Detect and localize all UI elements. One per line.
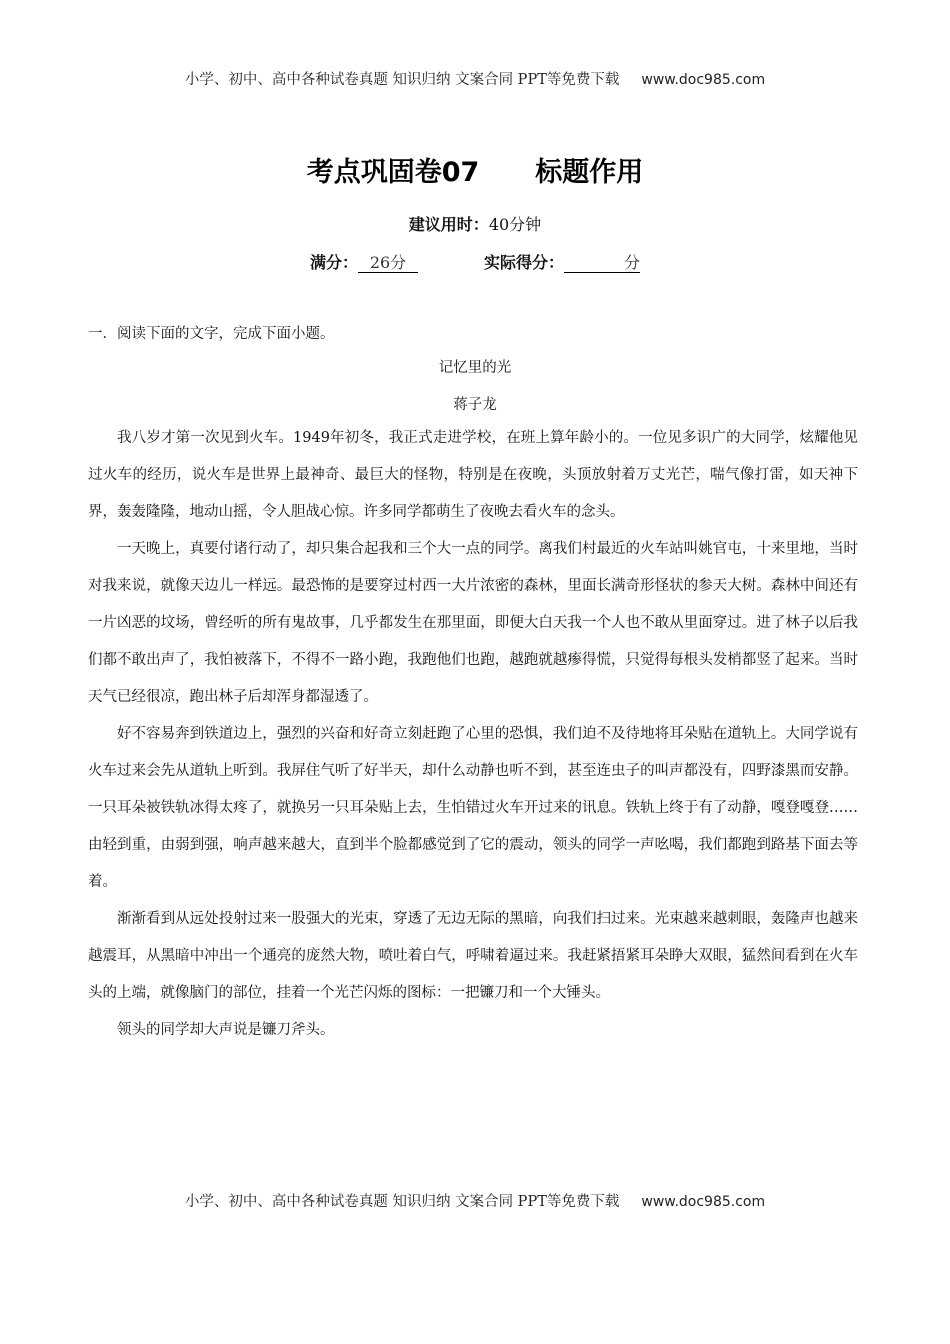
actual-score-label: 实际得分： <box>484 253 565 272</box>
paragraph: 渐渐看到从远处投射过来一股强大的光束，穿透了无边无际的黑暗，向我们扫过来。光束越来越刺眼，轰隆声也越来越震耳，从黑暗中冲出一个通亮的庞然大物，喷吐着白气，呼啸着逼过来。我赶紧捂紧耳朵睁大双眼，猛然间看到在火车头的上端，就像脑门的部位，挂着一个光芒闪烁的图标：一把镰刀和一个大锤头。 <box>88 911 858 1001</box>
time-label: 建议用时： <box>408 215 489 234</box>
paragraph: 好不容易奔到铁道边上，强烈的兴奋和好奇立刻赶跑了心里的恐惧，我们迫不及待地将耳朵贴在道轨上。大同学说有火车过来会先从道轨上听到。我屏住气听了好半天，却什么动静也听不到，甚至连虫子的叫声都没有，四野漆黑而安静。一只耳朵被铁轨冰得太疼了，就换另一只耳朵贴上去，生怕错过火车开过来的讯息。铁轨上终于有了动静，嘎登嘎登……由轻到重，由弱到强，响声越来越大，直到半个脸都感觉到了它的震动，领头的同学一声吆喝，我们都跑到路基下面去等着。 <box>88 726 858 890</box>
article-body <box>88 420 858 1049</box>
paragraph: 一天晚上，真要付诸行动了，却只集合起我和三个大一点的同学。离我们村最近的火车站叫姚官屯，十来里地，当时对我来说，就像天边儿一样远。最恐怖的是要穿过村西一大片浓密的森林，里面长满奇形怪状的参天大树。森林中间还有一片凶恶的坟场，曾经听的所有鬼故事，几乎都发生在那里面，即便大白天我一个人也不敢从里面穿过。进了林子以后我们都不敢出声了，我怕被落下，不得不一路小跑，我跑他们也跑，越跑就越瘆得慌，只觉得每根头发梢都竖了起来。当时天气已经很凉，跑出林子后却浑身都湿透了。 <box>88 541 858 705</box>
paragraph: 领头的同学却大声说是镰刀斧头。 <box>117 1022 335 1038</box>
footer-url[interactable]: www.doc985.com <box>641 1194 766 1210</box>
full-score-label: 满分： <box>309 253 358 272</box>
title-part1: 考点巩固卷07 <box>306 157 480 188</box>
footer-text: 小学、初中、高中各种试卷真题 知识归纳 文案合同 PPT等免费下载 <box>184 1194 620 1210</box>
header-text: 小学、初中、高中各种试卷真题 知识归纳 文案合同 PPT等免费下载 <box>184 72 620 88</box>
page-header <box>0 68 950 89</box>
score-line <box>0 250 950 273</box>
article-title: 记忆里的光 <box>438 360 512 376</box>
article-author: 蒋子龙 <box>453 397 497 413</box>
full-score-value: 26分 <box>358 254 418 273</box>
suggested-time <box>0 212 950 235</box>
title-part2: 标题作用 <box>535 157 644 188</box>
paragraph: 我八岁才第一次见到火车。1949年初冬，我正式走进学校，在班上算年龄小的。一位见多识广的大同学，炫耀他见过火车的经历，说火车是世界上最神奇、最巨大的怪物，特别是在夜晚，头顶放射着万丈光芒，喘气像打雷，如天神下界，轰轰隆隆，地动山摇，令人胆战心惊。许多同学都萌生了夜晚去看火车的念头。 <box>88 430 858 520</box>
page-footer <box>0 1190 950 1211</box>
section-instruction: 一．阅读下面的文字，完成下面小题。 <box>88 326 335 342</box>
header-url[interactable]: www.doc985.com <box>641 72 766 88</box>
time-value: 40分钟 <box>488 215 542 234</box>
actual-score-blank[interactable]: 分 <box>564 254 640 273</box>
document-title <box>0 150 950 189</box>
